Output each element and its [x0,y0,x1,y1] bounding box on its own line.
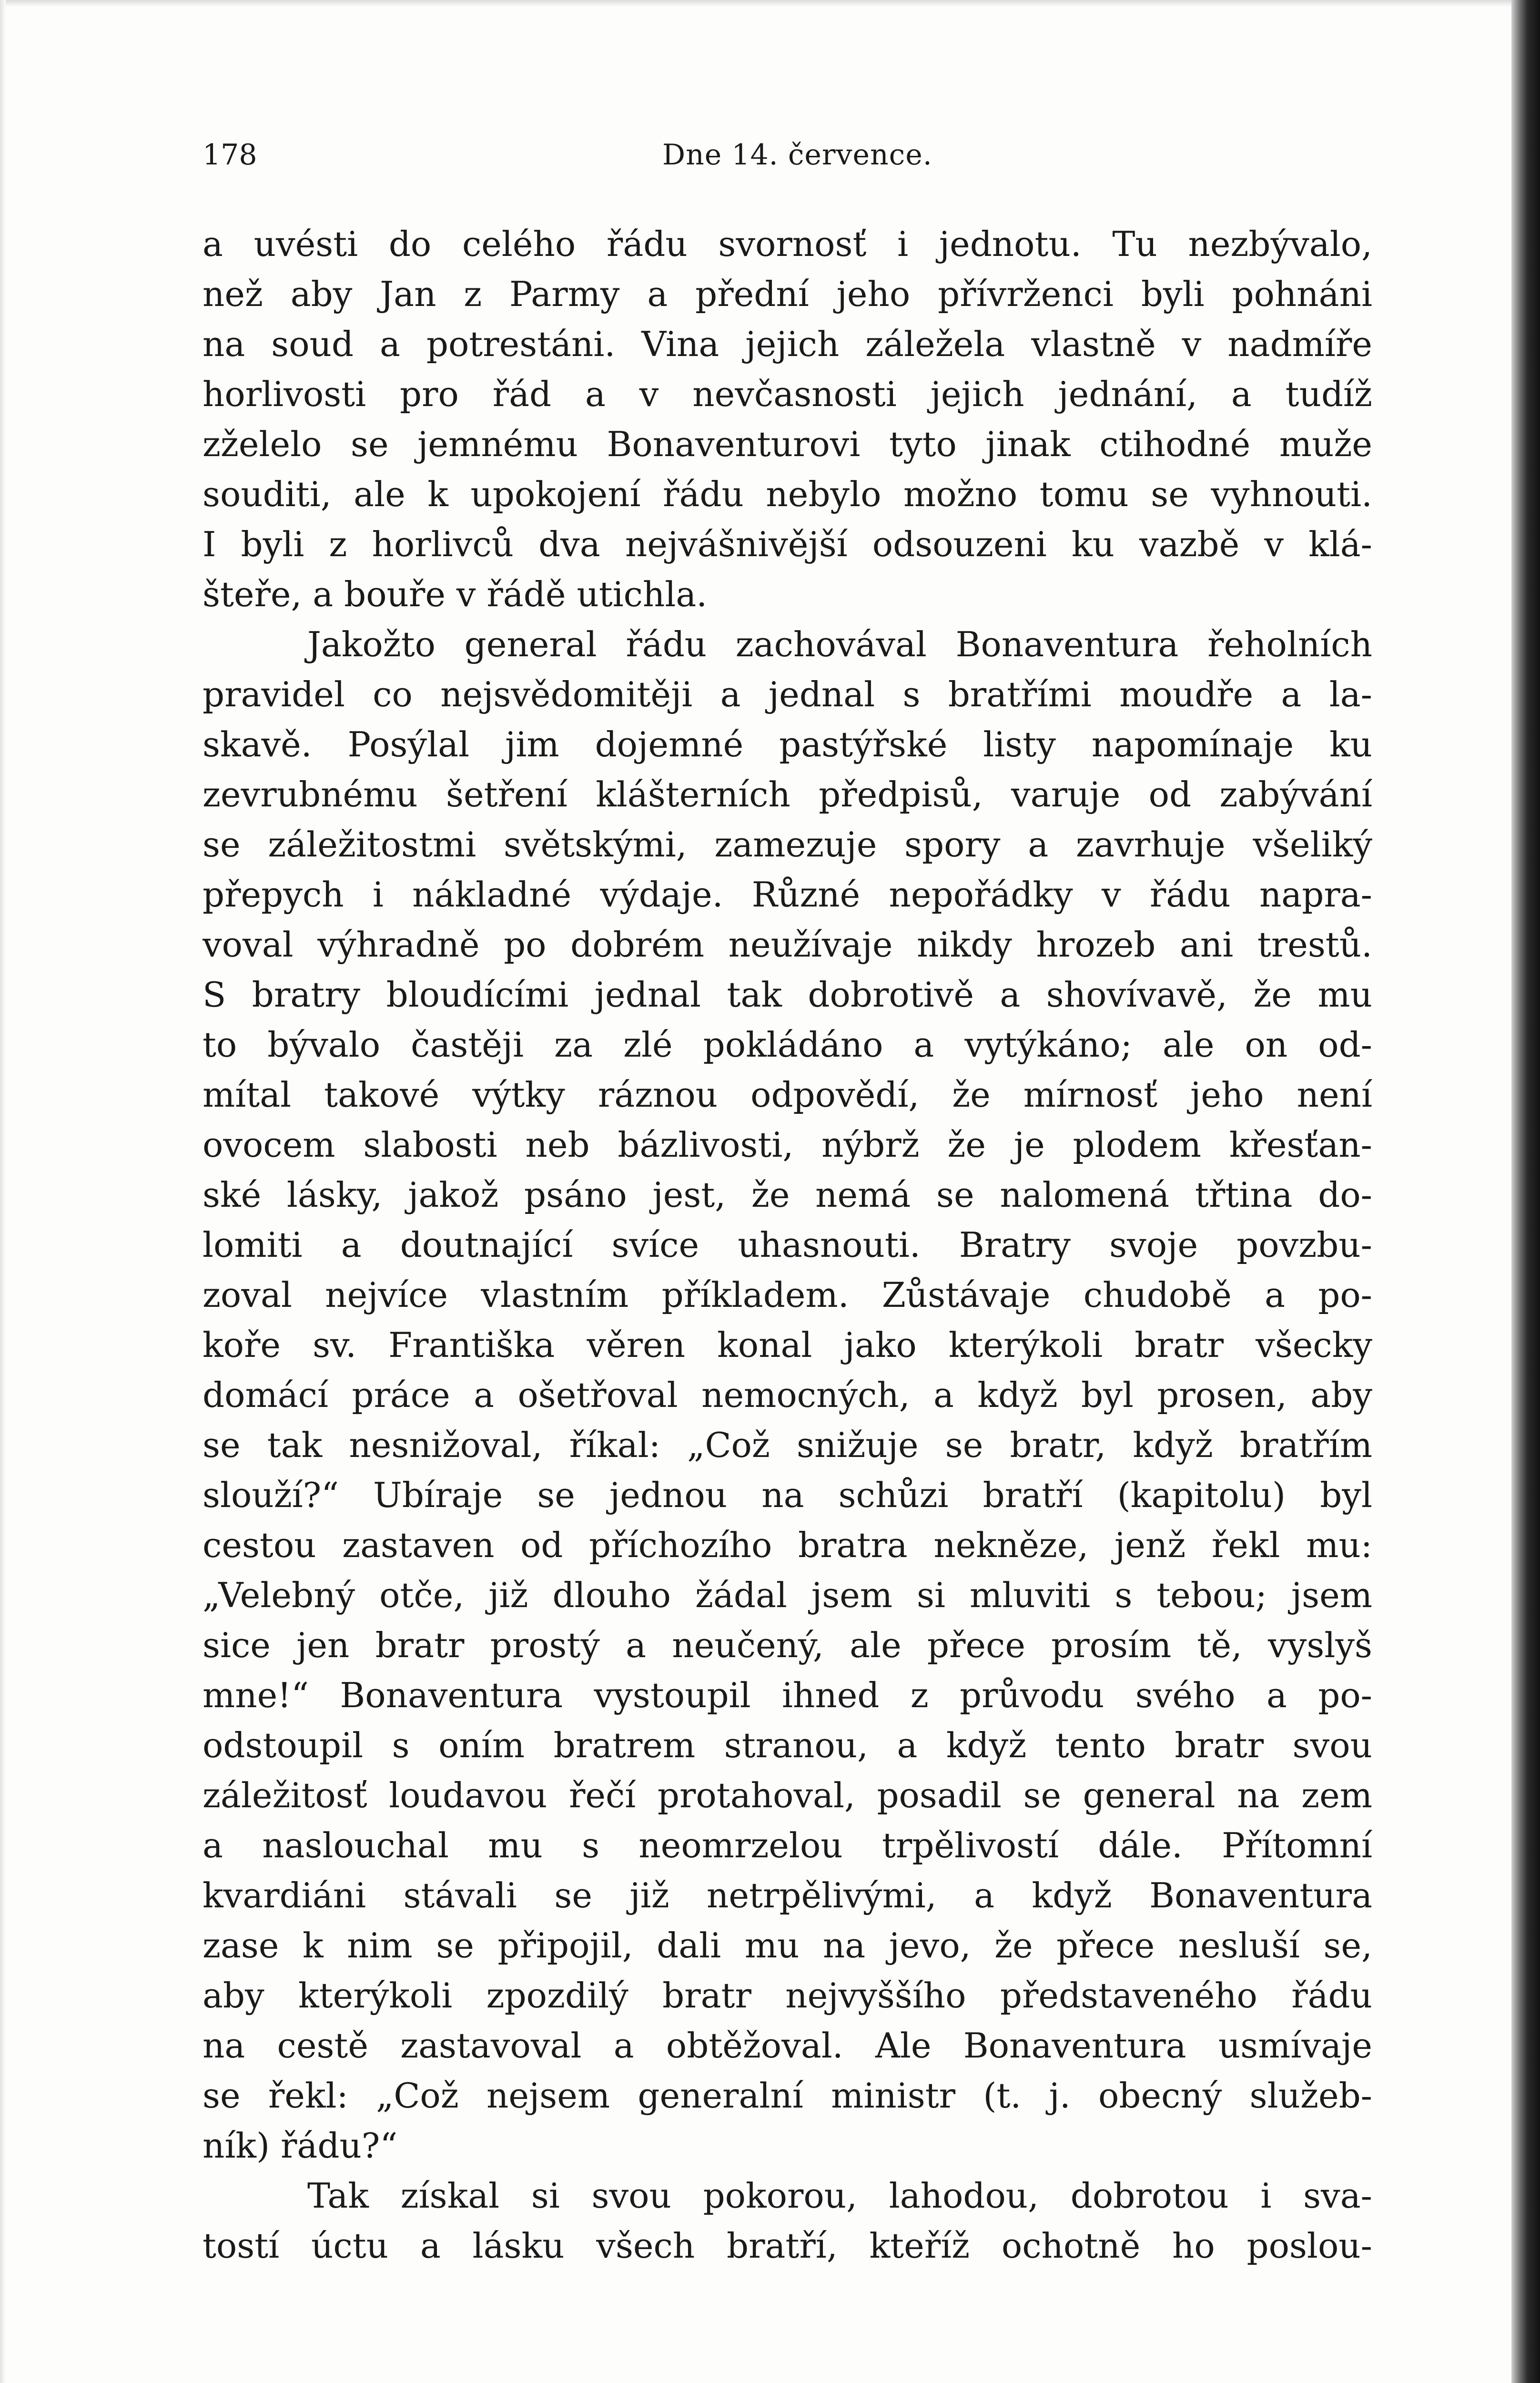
text-line: cestou zastaven od příchozího bratra nekněze, jenž řekl mu: [203,1525,1372,1565]
text-line: slouží?“ Ubíraje se jednou na schůzi bratří (kapitolu) byl [203,1475,1372,1515]
text-line: na cestě zastavoval a obtěžoval. Ale Bonaventura usmívaje [203,2026,1372,2066]
page-header [203,138,1372,176]
paragraph-start-line: Jakožto general řádu zachovával Bonaventura řeholních [307,624,1372,664]
text-line: skavě. Posýlal jim dojemné pastýřské listy napomínaje ku [203,724,1372,764]
text-line: zželelo se jemnému Bonaventurovi tyto jinak ctihodné muže [203,424,1372,464]
text-line: to bývalo častěji za zlé pokládáno a vytýkáno; ale on od- [203,1025,1372,1065]
running-head: Dne 14. července. [662,138,932,172]
text-line: zoval nejvíce vlastním příkladem. Zůstávaje chudobě a po- [203,1275,1372,1315]
text-line: voval výhradně po dobrém neužívaje nikdy hrozeb ani trestů. [203,925,1372,965]
text-line: než aby Jan z Parmy a přední jeho přívrženci byli pohnáni [203,274,1372,314]
text-line: horlivosti pro řád a v nevčasnosti jejich jednání, a tudíž [203,374,1372,414]
text-line: záležitosť loudavou řečí protahoval, posadil se general na zem [203,1775,1372,1815]
text-line: I byli z horlivců dva nejvášnivější odsouzeni ku vazbě v klá- [203,524,1372,564]
text-line: pravidel co nejsvědomitěji a jednal s bratřími moudře a la- [203,674,1372,714]
text-line: S bratry bloudícími jednal tak dobrotivě a shovívavě, že mu [203,975,1372,1015]
text-line: lomiti a doutnající svíce uhasnouti. Bratry svoje povzbu- [203,1225,1372,1265]
text-line: ovocem slabosti neb bázlivosti, nýbrž že je plodem křesťan- [203,1125,1372,1165]
text-line: a naslouchal mu s neomrzelou trpělivostí dále. Přítomní [203,1825,1372,1865]
text-line: domácí práce a ošetřoval nemocných, a když byl prosen, aby [203,1375,1372,1415]
text-line: aby kterýkoli zpozdilý bratr nejvyššího představeného řádu [203,1976,1372,2016]
text-line: mítal takové výtky ráznou odpovědí, že mírnosť jeho není [203,1075,1372,1115]
text-line: ské lásky, jakož psáno jest, že nemá se nalomená třtina do- [203,1175,1372,1215]
text-line: ník) řádu?“ [203,2126,398,2166]
text-line: zase k nim se připojil, dali mu na jevo, že přece nesluší se, [203,1925,1372,1965]
text-line: se tak nesnižoval, říkal: „Což snižuje se bratr, když bratřím [203,1425,1372,1465]
text-line: zevrubnému šetření klášterních předpisů, varuje od zabývání [203,774,1372,815]
text-line: koře sv. Františka věren konal jako kterýkoli bratr všecky [203,1325,1372,1365]
page-number: 178 [203,138,257,172]
page-right-edge [1511,0,1540,2383]
text-line: se řekl: „Což nejsem generalní ministr (t. j. obecný služeb- [203,2076,1372,2116]
text-line: odstoupil s oním bratrem stranou, a když tento bratr svou [203,1725,1372,1765]
page-left-edge [0,0,6,2383]
text-line: kvardiáni stávali se již netrpělivými, a když Bonaventura [203,1875,1372,1915]
text-line: mne!“ Bonaventura vystoupil ihned z průvodu svého a po- [203,1675,1372,1715]
text-line: a uvésti do celého řádu svornosť i jednotu. Tu nezbývalo, [203,224,1372,264]
text-line: sice jen bratr prostý a neučený, ale přece prosím tě, vyslyš [203,1625,1372,1665]
text-line: se záležitostmi světskými, zamezuje spory a zavrhuje všeliký [203,825,1372,865]
text-line: souditi, ale k upokojení řádu nebylo možno tomu se vyhnouti. [203,474,1372,514]
body-text [203,219,1372,2271]
text-line: „Velebný otče, již dlouho žádal jsem si mluviti s tebou; jsem [203,1575,1372,1615]
text-line: tostí úctu a lásku všech bratří, kteříž ochotně ho poslou- [203,2226,1372,2266]
text-line: na soud a potrestáni. Vina jejich záležela vlastně v nadmíře [203,324,1372,364]
text-line: šteře, a bouře v řádě utichla. [203,574,708,614]
text-line: přepych i nákladné výdaje. Různé nepořádky v řádu napra- [203,875,1372,915]
paragraph-start-line: Tak získal si svou pokorou, lahodou, dobrotou i sva- [307,2176,1372,2216]
page-top-edge [0,0,1540,7]
